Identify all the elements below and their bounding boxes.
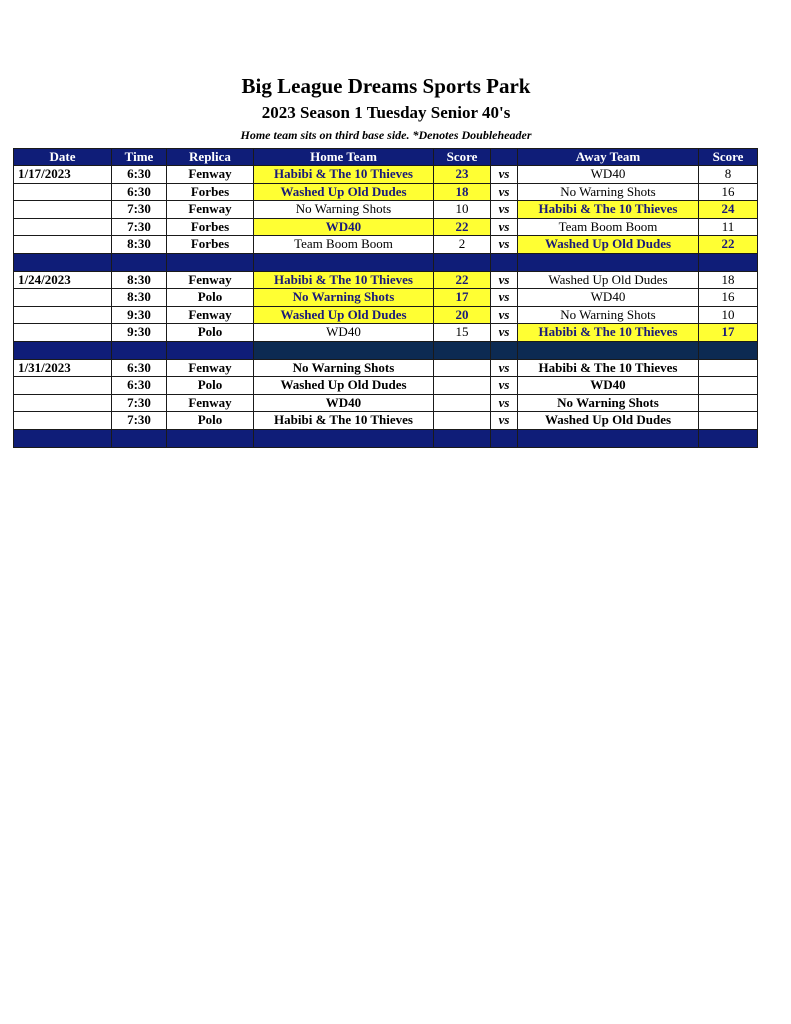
game-field: Forbes: [167, 236, 254, 254]
game-date: [14, 306, 112, 324]
vs-label: vs: [491, 271, 518, 289]
separator-cell: [434, 429, 491, 447]
home-team: WD40: [254, 394, 434, 412]
week-separator: [14, 253, 758, 271]
table-row: [14, 359, 758, 377]
away-team: Habibi & The 10 Thieves: [518, 359, 699, 377]
season-subtitle: 2023 Season 1 Tuesday Senior 40's: [261, 103, 511, 122]
game-time: 7:30: [112, 201, 167, 219]
home-score: 23: [434, 166, 491, 184]
separator-cell: [491, 253, 518, 271]
table-row: [14, 183, 758, 201]
away-score: 11: [699, 218, 758, 236]
schedule-note: Home team sits on third base side. *Denotes Doubleheader: [240, 128, 532, 142]
vs-label: vs: [491, 183, 518, 201]
separator-cell: [254, 341, 434, 359]
home-score: 22: [434, 218, 491, 236]
separator-cell: [699, 429, 758, 447]
game-date: [14, 236, 112, 254]
table-row: [14, 394, 758, 412]
game-field: Fenway: [167, 306, 254, 324]
table-row: [14, 218, 758, 236]
vs-label: vs: [491, 289, 518, 307]
separator-cell: [699, 253, 758, 271]
away-team: Habibi & The 10 Thieves: [518, 324, 699, 342]
game-date: 1/31/2023: [14, 359, 112, 377]
separator-cell: [167, 341, 254, 359]
game-field: Fenway: [167, 359, 254, 377]
separator-cell: [14, 429, 112, 447]
column-header-date: Date: [14, 149, 112, 166]
away-team: Washed Up Old Dudes: [518, 271, 699, 289]
separator-cell: [434, 253, 491, 271]
column-header-time: Time: [112, 149, 167, 166]
game-time: 7:30: [112, 218, 167, 236]
home-score: 18: [434, 183, 491, 201]
page-title: Big League Dreams Sports Park: [241, 74, 531, 98]
game-time: 6:30: [112, 377, 167, 395]
vs-label: vs: [491, 236, 518, 254]
column-header-home-team: Home Team: [254, 149, 434, 166]
game-time: 6:30: [112, 359, 167, 377]
away-score: 24: [699, 201, 758, 219]
game-date: [14, 218, 112, 236]
table-row: [14, 236, 758, 254]
table-row: [14, 271, 758, 289]
game-time: 7:30: [112, 412, 167, 430]
away-score: [699, 377, 758, 395]
away-team: Habibi & The 10 Thieves: [518, 201, 699, 219]
column-header-away-score: Score: [699, 149, 758, 166]
table-row: [14, 306, 758, 324]
away-score: [699, 394, 758, 412]
vs-label: vs: [491, 394, 518, 412]
home-score: 2: [434, 236, 491, 254]
away-team: No Warning Shots: [518, 394, 699, 412]
home-team: Washed Up Old Dudes: [254, 377, 434, 395]
home-team: Team Boom Boom: [254, 236, 434, 254]
game-field: Fenway: [167, 201, 254, 219]
away-score: 10: [699, 306, 758, 324]
game-time: 8:30: [112, 271, 167, 289]
separator-cell: [112, 253, 167, 271]
game-time: 7:30: [112, 394, 167, 412]
table-header-row: [14, 149, 758, 166]
away-team: WD40: [518, 377, 699, 395]
vs-label: vs: [491, 166, 518, 184]
away-score: 22: [699, 236, 758, 254]
separator-cell: [112, 341, 167, 359]
game-time: 8:30: [112, 289, 167, 307]
separator-cell: [14, 341, 112, 359]
away-score: 18: [699, 271, 758, 289]
game-time: 9:30: [112, 306, 167, 324]
game-date: [14, 201, 112, 219]
vs-label: vs: [491, 359, 518, 377]
game-field: Fenway: [167, 271, 254, 289]
column-header-vs: [491, 149, 518, 166]
away-score: 8: [699, 166, 758, 184]
game-time: 6:30: [112, 166, 167, 184]
game-field: Polo: [167, 324, 254, 342]
game-time: 8:30: [112, 236, 167, 254]
game-date: [14, 412, 112, 430]
game-date: [14, 324, 112, 342]
table-row: [14, 166, 758, 184]
away-team: WD40: [518, 166, 699, 184]
away-score: [699, 359, 758, 377]
game-field: Forbes: [167, 183, 254, 201]
home-score: 22: [434, 271, 491, 289]
table-row: [14, 201, 758, 219]
away-team: No Warning Shots: [518, 306, 699, 324]
separator-cell: [518, 429, 699, 447]
vs-label: vs: [491, 306, 518, 324]
vs-label: vs: [491, 201, 518, 219]
away-score: [699, 412, 758, 430]
away-team: WD40: [518, 289, 699, 307]
separator-cell: [699, 341, 758, 359]
separator-cell: [518, 341, 699, 359]
table-row: [14, 324, 758, 342]
vs-label: vs: [491, 324, 518, 342]
home-team: Washed Up Old Dudes: [254, 306, 434, 324]
home-score: 15: [434, 324, 491, 342]
away-score: 16: [699, 289, 758, 307]
table-row: [14, 412, 758, 430]
away-score: 17: [699, 324, 758, 342]
game-time: 9:30: [112, 324, 167, 342]
home-team: Habibi & The 10 Thieves: [254, 166, 434, 184]
home-team: Habibi & The 10 Thieves: [254, 412, 434, 430]
game-field: Fenway: [167, 394, 254, 412]
home-team: No Warning Shots: [254, 201, 434, 219]
separator-cell: [518, 253, 699, 271]
column-header-away-team: Away Team: [518, 149, 699, 166]
separator-cell: [254, 253, 434, 271]
column-header-home-score: Score: [434, 149, 491, 166]
home-team: No Warning Shots: [254, 359, 434, 377]
home-score: [434, 359, 491, 377]
week-separator: [14, 341, 758, 359]
home-score: 17: [434, 289, 491, 307]
game-date: 1/17/2023: [14, 166, 112, 184]
home-score: [434, 377, 491, 395]
schedule-table: [13, 148, 758, 448]
game-field: Polo: [167, 377, 254, 395]
game-field: Polo: [167, 412, 254, 430]
separator-cell: [167, 429, 254, 447]
home-score: 10: [434, 201, 491, 219]
home-team: Washed Up Old Dudes: [254, 183, 434, 201]
separator-cell: [491, 429, 518, 447]
separator-cell: [112, 429, 167, 447]
home-score: [434, 394, 491, 412]
game-field: Polo: [167, 289, 254, 307]
game-date: [14, 394, 112, 412]
game-time: 6:30: [112, 183, 167, 201]
home-team: WD40: [254, 324, 434, 342]
game-date: [14, 183, 112, 201]
separator-cell: [14, 253, 112, 271]
away-team: Washed Up Old Dudes: [518, 412, 699, 430]
separator-cell: [491, 341, 518, 359]
separator-cell: [254, 429, 434, 447]
game-date: [14, 377, 112, 395]
vs-label: vs: [491, 412, 518, 430]
column-header-replica: Replica: [167, 149, 254, 166]
home-team: Habibi & The 10 Thieves: [254, 271, 434, 289]
home-team: WD40: [254, 218, 434, 236]
table-row: [14, 377, 758, 395]
away-team: No Warning Shots: [518, 183, 699, 201]
game-date: [14, 289, 112, 307]
game-field: Forbes: [167, 218, 254, 236]
schedule-body: [14, 166, 758, 448]
game-field: Fenway: [167, 166, 254, 184]
home-team: No Warning Shots: [254, 289, 434, 307]
separator-cell: [434, 341, 491, 359]
home-score: 20: [434, 306, 491, 324]
away-team: Team Boom Boom: [518, 218, 699, 236]
away-team: Washed Up Old Dudes: [518, 236, 699, 254]
table-row: [14, 289, 758, 307]
vs-label: vs: [491, 377, 518, 395]
week-separator: [14, 429, 758, 447]
away-score: 16: [699, 183, 758, 201]
home-score: [434, 412, 491, 430]
game-date: 1/24/2023: [14, 271, 112, 289]
vs-label: vs: [491, 218, 518, 236]
separator-cell: [167, 253, 254, 271]
